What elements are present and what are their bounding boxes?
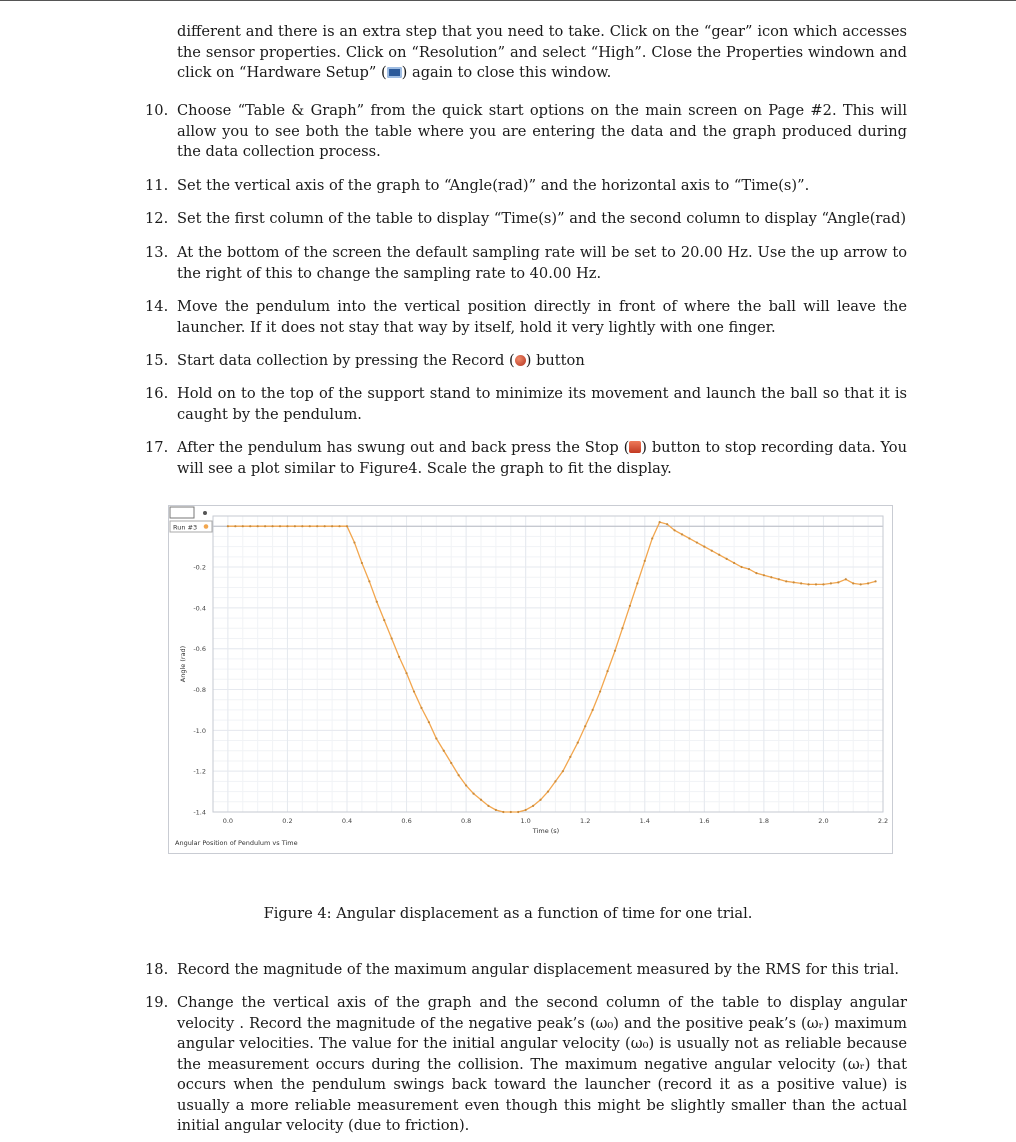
y-tick-label: -1.2 <box>193 767 206 776</box>
list-item-17 <box>145 438 907 479</box>
item-number: 12. <box>145 210 169 227</box>
data-point <box>301 525 303 527</box>
list-item-11 <box>145 176 907 197</box>
item-text: Choose “Table & Graph” from the quick start options on the main screen on Page #2. This will allow you to see both the table where you are entering the data and the graph produced during the data collection process. <box>177 102 907 160</box>
data-point <box>428 721 430 723</box>
x-tick-label: 2.0 <box>818 817 829 825</box>
item-text: Change the vertical axis of the graph and the second column of the table to display angular velocity . Record the magnitude of the negative peak’s (ω₀) and the positive peak’s (ωᵣ) maximum angular velocities. The value for the initial angular velocity (ω₀) is usually not as reliable because the measurement occurs during the collision. The maximum negative angular velocity (ωᵣ) that occurs when the pendulum swings back toward the launcher (record it as a positive value) is usually a more reliable measurement even though this might be slightly smaller than the actual initial angular velocity (due to friction). <box>177 994 907 1134</box>
data-point <box>443 750 445 752</box>
data-point <box>837 581 839 583</box>
intro-text: different and there is an extra step that you need to take. Click on the “gear” icon which accesses the sensor properties. Click on “Resolution” and select “High”. Close the Properties windown and click on “Hardware Setup” ( <box>177 23 907 81</box>
data-point <box>547 790 549 792</box>
data-point <box>785 580 787 582</box>
data-point <box>867 582 869 584</box>
data-point <box>852 582 854 584</box>
data-point <box>636 582 638 584</box>
list-item-14 <box>145 297 907 338</box>
data-point <box>860 583 862 585</box>
item-number: 16. <box>145 385 169 402</box>
data-point <box>227 525 229 527</box>
data-point <box>242 525 244 527</box>
x-tick-label: 0.4 <box>341 817 353 825</box>
y-tick-label: -1.0 <box>193 726 206 735</box>
data-point <box>539 799 541 801</box>
data-point <box>383 619 385 621</box>
hardware-setup-icon <box>387 67 402 78</box>
list-item-18 <box>145 960 907 981</box>
plot-frame <box>213 516 883 812</box>
data-point <box>644 560 646 562</box>
data-point <box>629 605 631 607</box>
item-text <box>177 438 907 479</box>
intro-text-end: ) again to close this window. <box>401 64 612 81</box>
chart-title: Angular Position of Pendulum vs Time <box>175 839 298 847</box>
list-item-19 <box>145 993 907 1137</box>
x-tick-label: 2.2 <box>877 817 889 825</box>
data-point <box>755 572 757 574</box>
x-tick-label: 0.6 <box>401 817 412 825</box>
intro-paragraph <box>177 22 907 84</box>
data-point <box>874 580 876 582</box>
data-point <box>584 725 586 727</box>
y-tick-label: -0.2 <box>193 563 206 572</box>
angle-vs-time-chart <box>169 506 892 853</box>
legend-dot-icon <box>203 511 207 515</box>
data-point <box>592 709 594 711</box>
data-point <box>554 780 556 782</box>
data-point <box>234 525 236 527</box>
data-point <box>770 576 772 578</box>
item-text: Hold on to the top of the support stand to minimize its movement and launch the ball so that it is caught by the pendulum. <box>177 385 907 423</box>
data-point <box>614 650 616 652</box>
item-number: 11. <box>145 177 169 194</box>
item-text: Set the first column of the table to display “Time(s)” and the second column to display “Angle(rad) <box>177 210 907 227</box>
data-point <box>361 562 363 564</box>
data-point <box>309 525 311 527</box>
data-point <box>324 525 326 527</box>
list-item-16 <box>145 384 907 425</box>
figure-caption: Figure 4: Angular displacement as a function of time for one trial. <box>263 905 753 922</box>
data-point <box>703 546 705 548</box>
data-point <box>346 525 348 527</box>
y-tick-label: -0.6 <box>193 645 206 654</box>
data-point <box>577 741 579 743</box>
data-point <box>733 562 735 564</box>
data-point <box>793 581 795 583</box>
list-item-13 <box>145 243 907 284</box>
data-point <box>316 525 318 527</box>
item-number: 10. <box>145 102 169 119</box>
data-point <box>502 811 504 813</box>
data-point <box>331 525 333 527</box>
item-number: 13. <box>145 244 169 261</box>
data-point <box>465 784 467 786</box>
data-point <box>376 601 378 603</box>
x-tick-label: 1.8 <box>758 817 770 825</box>
data-point <box>815 583 817 585</box>
data-point <box>830 582 832 584</box>
item-number: 15. <box>145 352 169 369</box>
data-point <box>472 793 474 795</box>
item-text: Set the vertical axis of the graph to “Angle(rad)” and the horizontal axis to “Time(s)”. <box>177 177 810 194</box>
x-tick-label: 0.8 <box>460 817 472 825</box>
data-point <box>740 566 742 568</box>
figure-4-chart <box>168 505 893 854</box>
item-text: At the bottom of the screen the default sampling rate will be set to 20.00 Hz. Use the up arrow to the right of this to change the sampling rate to 40.00 Hz. <box>177 244 907 282</box>
data-point <box>286 525 288 527</box>
item-text-b: ) button <box>525 352 585 369</box>
data-point <box>748 568 750 570</box>
data-point <box>398 656 400 658</box>
item-text <box>177 351 907 372</box>
list-item-12 <box>145 209 907 230</box>
y-tick-label: -0.8 <box>193 686 206 695</box>
data-point <box>480 799 482 801</box>
data-point <box>673 529 675 531</box>
data-point <box>517 811 519 813</box>
data-point <box>458 774 460 776</box>
data-point <box>264 525 266 527</box>
data-point <box>249 525 251 527</box>
data-point <box>413 690 415 692</box>
x-tick-label: 0.2 <box>282 817 293 825</box>
item-number: 14. <box>145 298 169 315</box>
data-point <box>435 737 437 739</box>
item-text-a: After the pendulum has swung out and back press the Stop ( <box>177 439 630 456</box>
data-point <box>420 707 422 709</box>
data-point <box>510 811 512 813</box>
data-point <box>726 558 728 560</box>
data-point <box>800 582 802 584</box>
x-tick-label: 1.0 <box>520 817 531 825</box>
record-icon <box>515 355 526 366</box>
data-point <box>778 578 780 580</box>
x-tick-label: 0.0 <box>222 817 234 825</box>
data-point <box>405 672 407 674</box>
legend-label: Run #3 <box>173 523 198 532</box>
x-axis-label: Time (s) <box>532 827 560 835</box>
data-point <box>763 574 765 576</box>
x-tick-label: 1.4 <box>639 817 650 825</box>
data-point <box>688 537 690 539</box>
legend-swatch-box[interactable] <box>170 507 194 518</box>
item-number: 19. <box>145 994 169 1011</box>
data-point <box>532 805 534 807</box>
data-point <box>525 809 527 811</box>
stop-icon <box>629 441 641 453</box>
data-point <box>391 637 393 639</box>
data-point <box>487 805 489 807</box>
data-point <box>822 583 824 585</box>
data-point <box>711 550 713 552</box>
data-point <box>495 809 497 811</box>
item-text: Move the pendulum into the vertical position directly in front of where the ball will leave the launcher. If it does not stay that way by itself, hold it very lightly with one finger. <box>177 298 907 336</box>
data-point <box>696 541 698 543</box>
data-point <box>257 525 259 527</box>
y-axis-label: Angle (rad) <box>179 645 187 683</box>
legend <box>169 506 213 534</box>
data-point <box>450 762 452 764</box>
data-point <box>606 670 608 672</box>
item-number: 17. <box>145 439 169 456</box>
data-point <box>562 770 564 772</box>
data-point <box>368 580 370 582</box>
item-text: Record the magnitude of the maximum angular displacement measured by the RMS for this trial. <box>177 961 900 978</box>
page-top-rule <box>0 0 1016 1</box>
x-tick-label: 1.2 <box>580 817 591 825</box>
data-point <box>807 583 809 585</box>
data-point <box>659 521 661 523</box>
item-number: 18. <box>145 961 169 978</box>
data-point <box>599 690 601 692</box>
data-point <box>621 627 623 629</box>
data-point <box>681 533 683 535</box>
data-point <box>569 756 571 758</box>
x-tick-label: 1.6 <box>699 817 710 825</box>
item-text-b: ) button to stop recording data. You will see a plot similar to Figure4. Scale the graph to fit the display. <box>177 439 907 477</box>
data-point <box>353 541 355 543</box>
y-tick-label: -1.4 <box>193 808 206 817</box>
y-tick-label: -0.4 <box>193 604 206 613</box>
data-point <box>718 554 720 556</box>
data-point <box>271 525 273 527</box>
data-point <box>845 578 847 580</box>
data-point <box>338 525 340 527</box>
list-item-10 <box>145 101 907 163</box>
item-text-a: Start data collection by pressing the Record ( <box>177 352 515 369</box>
data-point <box>651 537 653 539</box>
data-point <box>294 525 296 527</box>
data-point <box>279 525 281 527</box>
list-item-15 <box>145 351 907 372</box>
legend-marker-icon <box>204 524 209 529</box>
data-point <box>666 523 668 525</box>
